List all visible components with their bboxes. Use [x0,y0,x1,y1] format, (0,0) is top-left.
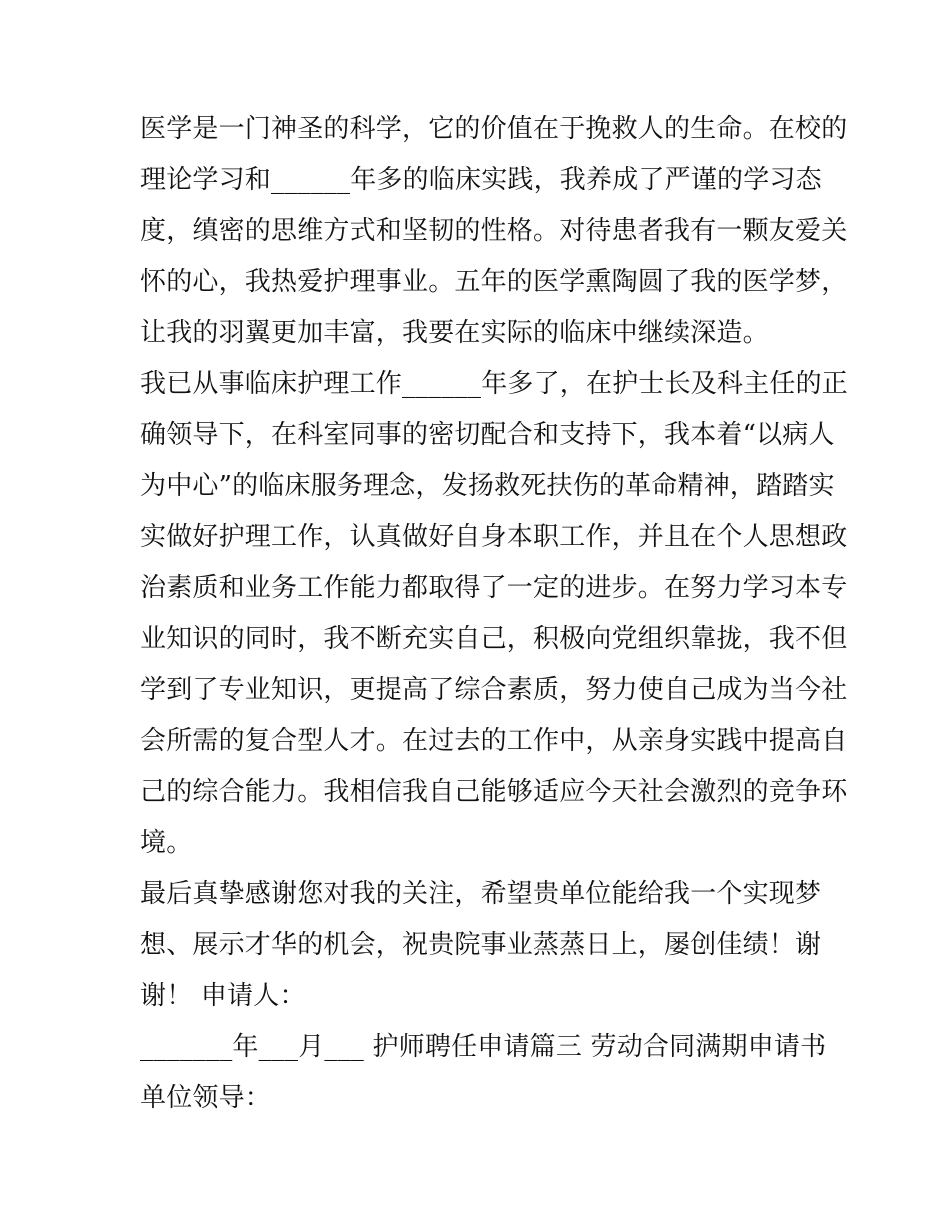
text-line: 会所需的复合型人才。在过去的工作中，从亲身实践中提高自 [140,726,848,756]
text-line: 谢！ 申请人： [140,981,306,1011]
text-line: 学到了专业知识，更提高了综合素质，努力使自己成为当今社 [140,675,848,705]
text-line: 业知识的同时，我不断充实自己，积极向党组织靠拢，我不但 [140,624,848,654]
text-line: 我已从事临床护理工作______年多了，在护士长及科主任的正 [140,369,849,399]
text-line: 确领导下，在科室同事的密切配合和支持下，我本着“以病人 [140,420,835,450]
text-line: 让我的羽翼更加丰富，我要在实际的临床中继续深造。 [140,318,769,348]
text-line: 想、展示才华的机会，祝贵院事业蒸蒸日上，屡创佳绩！谢 [140,930,822,960]
text-line: 单位领导： [140,1083,272,1113]
text-line: 医学是一门神圣的科学，它的价值在于挽救人的生命。在校的 [140,114,848,144]
text-line: 为中心”的临床服务理念，发扬救死扶伤的革命精神，踏踏实 [140,471,835,501]
text-line: 最后真挚感谢您对我的关注，希望贵单位能给我一个实现梦 [140,879,822,909]
text-line: _______年___月___ 护师聘任申请篇三 劳动合同满期申请书 [140,1032,827,1062]
text-line: 度，缜密的思维方式和坚韧的性格。对待患者我有一颗友爱关 [140,216,848,246]
text-line: 理论学习和______年多的临床实践，我养成了严谨的学习态 [140,165,822,195]
text-line: 己的综合能力。我相信我自己能够适应今天社会激烈的竞争环 [140,777,848,807]
text-line: 境。 [140,828,193,858]
text-line: 治素质和业务工作能力都取得了一定的进步。在努力学习本专 [140,573,848,603]
text-line: 实做好护理工作，认真做好自身本职工作，并且在个人思想政 [140,522,848,552]
text-line: 怀的心，我热爱护理事业。五年的医学熏陶圆了我的医学梦， [140,267,848,297]
